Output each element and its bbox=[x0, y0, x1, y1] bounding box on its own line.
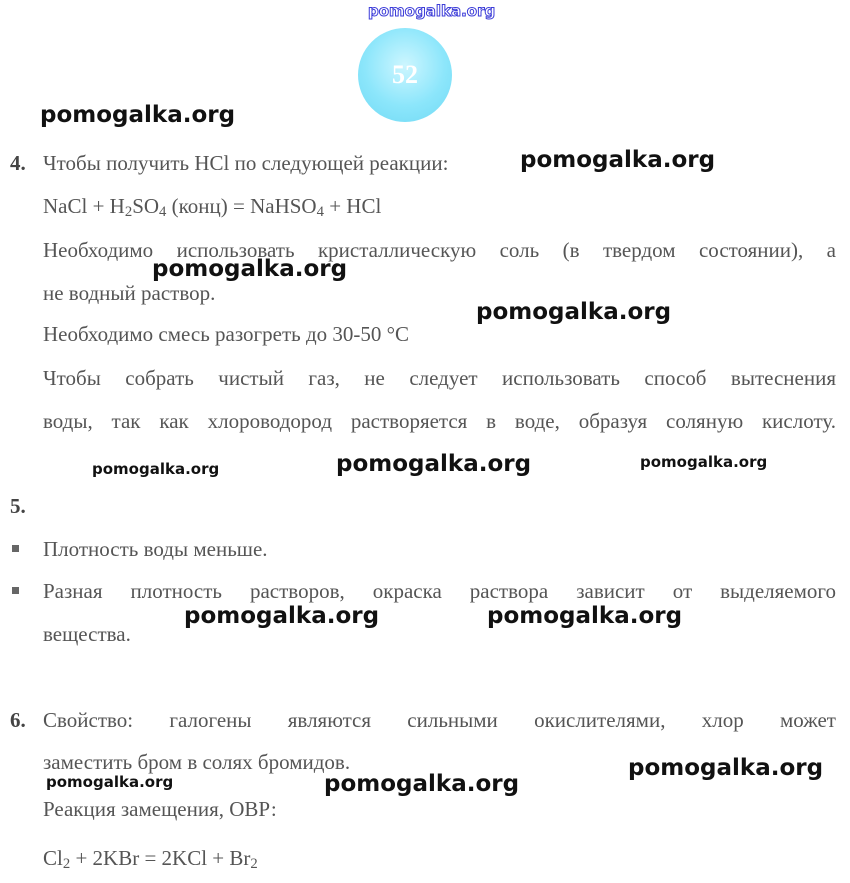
section-4-para1-line1: Необходимо использовать кристаллическую соль (в твердом состоянии), а bbox=[43, 238, 836, 262]
bullet-marker bbox=[12, 587, 19, 594]
watermark: pomogalka.org bbox=[487, 603, 683, 629]
section-6-number: 6. bbox=[10, 708, 26, 732]
section-5-number: 5. bbox=[10, 494, 26, 518]
watermark: pomogalka.org bbox=[336, 451, 532, 477]
section-4-intro: Чтобы получить HCl по следующей реакции: bbox=[43, 151, 449, 175]
section-4-number: 4. bbox=[10, 151, 26, 175]
watermark: pomogalka.org bbox=[640, 453, 768, 471]
section-4-para2: Необходимо смесь разогреть до 30-50 °С bbox=[43, 322, 410, 346]
bullet-marker bbox=[12, 545, 19, 552]
watermark: pomogalka.org bbox=[40, 102, 236, 128]
watermark: pomogalka.org bbox=[184, 603, 380, 629]
watermark: pomogalka.org bbox=[476, 299, 672, 325]
watermark: pomogalka.org bbox=[520, 147, 716, 173]
section-6-line3: Реакция замещения, ОВР: bbox=[43, 797, 277, 821]
watermark: pomogalka.org bbox=[92, 460, 220, 478]
section-4-para3-line1: Чтобы собрать чистый газ, не следует использовать способ вытеснения bbox=[43, 366, 836, 390]
section-5-bullet-2: Разная плотность растворов, окраска раствора зависит от выделяемого bbox=[43, 579, 836, 603]
section-5-bullet-2-cont: вещества. bbox=[43, 622, 131, 646]
site-watermark-top: pomogalka.org bbox=[368, 2, 496, 20]
section-4-equation: NaCl + $H_2SO_4$ (конц) = NaHSO$_4$ + HCl bbox=[43, 194, 382, 220]
section-6-line2: заместить бром в солях бромидов. bbox=[43, 750, 351, 774]
watermark: pomogalka.org bbox=[152, 256, 348, 282]
watermark: pomogalka.org bbox=[46, 773, 174, 791]
watermark: pomogalka.org bbox=[324, 771, 520, 797]
section-5-bullet-1: Плотность воды меньше. bbox=[43, 537, 268, 561]
section-4-para3-line2: воды, так как хлороводород растворяется в воде, образуя соляную кислоту. bbox=[43, 409, 836, 433]
page-number-badge bbox=[358, 28, 452, 122]
watermark: pomogalka.org bbox=[628, 755, 824, 781]
page-number: 52 bbox=[392, 60, 418, 89]
section-6-line1: Свойство: галогены являются сильными окислителями, хлор может bbox=[43, 708, 836, 732]
section-4-para1-line2: не водный раствор. bbox=[43, 281, 216, 305]
section-6-equation: $Cl_2 + 2KBr = 2KCl + Br_2$ bbox=[43, 846, 258, 872]
